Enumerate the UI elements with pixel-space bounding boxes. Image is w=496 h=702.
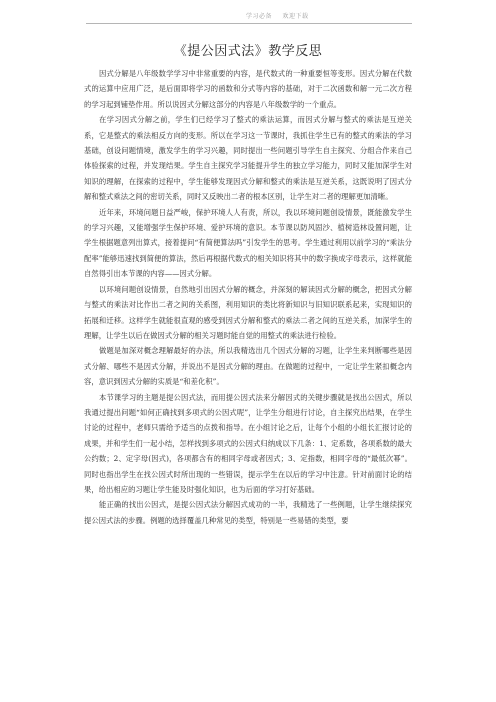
paragraph: 以环境问题创设情景，自然地引出因式分解的概念，并深刻的解读因式分解的概念，把因式分解与整式的乘法对比作出二者之间的关系图，利用知识的类比将新知识与旧知识联系起来，实现知识的拓展和迁移。这样学生就能很直观的感受到因式分解和整式的乘法二者之间的互逆关系，加深学生的理解，让学生以后在做因式分解的相关习题时能自觉的用整式的乘法进行检验。 (84, 284, 412, 340)
paragraph: 能正确的找出公因式，是提公因式法分解因式成功的一半，我精选了一些例题，让学生继续探究提公因式法的步骤。例题的选择覆盖几种常见的类型，特别是一些易错的类型，要 (84, 500, 412, 525)
document-body (84, 66, 412, 528)
header-rule (86, 23, 412, 24)
paragraph: 做题是加深对概念理解最好的办法，所以我精选出几个因式分解的习题，让学生来判断哪些是因式分解、哪些不是因式分解，并说出不是因式分解的理由。在做题的过程中，一定让学生紧扣概念内容，意识到因式分解的实质是“和差化积”。 (84, 346, 412, 387)
paragraph: 因式分解是八年级数学学习中非常重要的内容，是代数式的一种重要恒等变形。因式分解在代数式的运算中应用广泛，是后面即将学习的函数和分式等内容的基础，对于二次函数和解一元二次方程的学习起到铺垫作用。所以说因式分解这部分的内容是八年级数学的一个重点。 (84, 69, 412, 109)
paragraph: 本节课学习的主题是提公因式法，而用提公因式法来分解因式的关键步骤就是找出公因式，所以我通过提出问题“如何正确找到多项式的公因式呢”，让学生分组进行讨论，自主探究出结果，在学生讨论的过程中，老师只需给予适当的点拨和指导。在小组讨论之后，让每个小组的小组长汇报讨论的成果，并和学生们一起小结，怎样找到多项式的公因式归纳成以下几条：1、定系数，各项系数的最大公约数；2、定字母(因式)，各项都含有的相同字母或者因式；3、定指数，相同字母的“最低次幂”。同时也指出学生在找公因式时所出现的一些错误，提示学生在以后的学习中注意。针对前面讨论的结果，给出相应的习题让学生能及时强化知识，也为后面的学习打好基础。 (84, 392, 412, 494)
document-title: 《提公因式法》教学反思 (173, 44, 323, 59)
paragraph: 近年来，环境问题日益严峻，保护环境人人有责，所以，我以环境问题创设情景，既能激发学生的学习兴趣，又能增强学生保护环境、爱护环境的意识。本节课以防风固沙、植树造林设置问题，让学生根据题意列出算式，接着提问“有简便算法吗”引发学生的思考。学生通过利用以前学习的“乘法分配率”能够迅速找到简便的算法，然后再根据代数式的相关知识将其中的数字换成字母表示，这样就能自然得引出本节课的内容——因式分解。 (84, 207, 412, 279)
page-header (0, 11, 496, 23)
paragraph: 在学习因式分解之前，学生们已经学习了整式的乘法运算，而因式分解与整式的乘法是互逆关系，它是整式的乘法相反方向的变形。所以在学习这一节课时，我抓住学生已有的整式的乘法的学习基础，创设问题情境，激发学生的学习兴趣，同时提出一些问题引导学生自主探究、分组合作来自己体验探索的过程，并发现结果。学生自主探究学习能提升学生的独立学习能力，同时又能加深学生对知识的理解，在探索的过程中，学生能够发现因式分解和整式的乘法是互逆关系，这既说明了因式分解和整式乘法之间的密切关系，同时又反映出二者的根本区别，让学生对二者的理解更加清晰。 (84, 115, 412, 202)
header-text (246, 11, 308, 20)
header-right-text: 欢迎下载 (282, 13, 309, 20)
header-left-text: 学习必备 (246, 13, 273, 20)
